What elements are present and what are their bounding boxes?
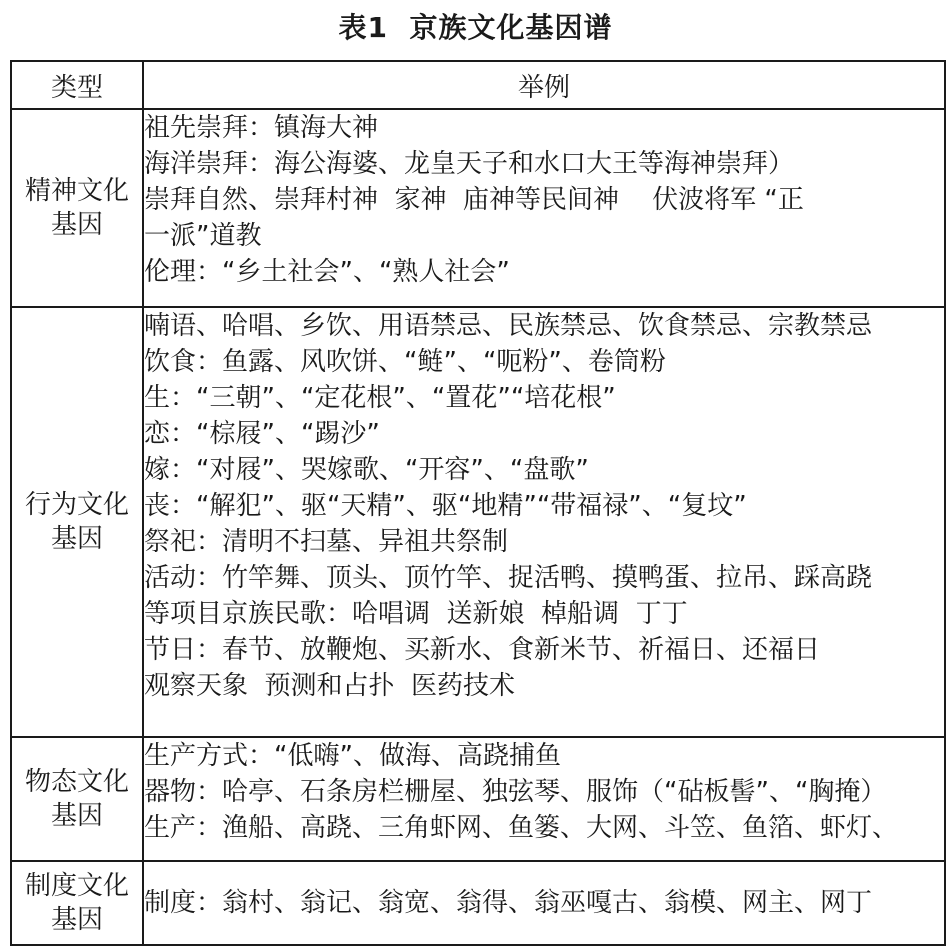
header-examples: 举例 bbox=[143, 61, 945, 109]
type-label-line: 基因 bbox=[50, 801, 103, 831]
type-label-line: 精神文化 bbox=[24, 176, 129, 206]
example-line: 生产：渔船、高跷、三角虾网、鱼篓、大网、斗笠、鱼箔、虾灯、 bbox=[144, 813, 899, 843]
type-cell-behavioral bbox=[11, 307, 143, 737]
example-line: 海洋崇拜：海公海婆、龙皇天子和水口大王等海神崇拜） bbox=[144, 149, 795, 179]
example-line: 丧：“解犯”、驱“天精”、驱“地精”“带福禄”、“复坟” bbox=[144, 491, 747, 521]
example-line: 等项目京族民歌：哈唱调 送新娘 棹船调 丁丁 bbox=[144, 599, 688, 629]
table-row-material bbox=[11, 737, 945, 861]
table-row-behavioral bbox=[11, 307, 945, 737]
example-line: 观察天象 预测和占扑 医药技术 bbox=[144, 671, 516, 701]
type-cell-material bbox=[11, 737, 143, 861]
example-line: 生：“三朝”、“定花根”、“置花”“培花根” bbox=[144, 383, 616, 413]
example-line: 制度：翁村、翁记、翁宽、翁得、翁巫嘎古、翁模、网主、网丁 bbox=[144, 888, 873, 918]
example-line: 生产方式：“低嗨”、做海、高跷捕鱼 bbox=[144, 741, 561, 771]
example-line: 器物：哈亭、石条房栏栅屋、独弦琴、服饰（“砧板髻”、“胸掩） bbox=[144, 777, 887, 807]
example-line: 伦理：“乡土社会”、“熟人社会” bbox=[144, 257, 510, 287]
example-line: 嫁：“对屐”、哭嫁歌、“开容”、“盘歌” bbox=[144, 455, 589, 485]
type-label-line: 行为文化 bbox=[24, 490, 129, 520]
example-line: 饮食：鱼露、风吹饼、“鲢”、“呃粉”、卷筒粉 bbox=[144, 347, 666, 377]
example-line: 崇拜自然、崇拜村神 家神 庙神等民间神 伏波将军 “正 bbox=[144, 185, 804, 215]
examples-cell-material bbox=[143, 737, 945, 861]
example-line: 节日：春节、放鞭炮、买新水、食新米节、祈福日、还福日 bbox=[144, 635, 821, 665]
table-header-row bbox=[11, 61, 945, 109]
type-label-line: 基因 bbox=[50, 210, 103, 240]
example-line: 祖先崇拜：镇海大神 bbox=[144, 113, 379, 143]
examples-cell-spiritual bbox=[143, 109, 945, 307]
table-row-institutional bbox=[11, 861, 945, 945]
type-cell-institutional bbox=[11, 861, 143, 945]
type-cell-spiritual bbox=[11, 109, 143, 307]
type-label-line: 制度文化 bbox=[24, 871, 129, 901]
type-label-line: 基因 bbox=[50, 524, 103, 554]
type-label-line: 物态文化 bbox=[24, 767, 129, 797]
example-line: 祭祀：清明不扫墓、异祖共祭制 bbox=[144, 527, 509, 557]
table-caption: 表1 京族文化基因谱 bbox=[338, 11, 613, 44]
header-type: 类型 bbox=[11, 61, 143, 109]
examples-cell-institutional bbox=[143, 861, 945, 945]
example-line: 喃语、哈唱、乡饮、用语禁忌、民族禁忌、饮食禁忌、宗教禁忌 bbox=[144, 311, 873, 341]
examples-cell-behavioral bbox=[143, 307, 945, 737]
type-label-line: 基因 bbox=[50, 905, 103, 935]
example-line: 恋：“棕屐”、“踢沙” bbox=[144, 419, 380, 449]
example-line: 一派”道教 bbox=[144, 221, 262, 251]
example-line: 活动：竹竿舞、顶头、顶竹竿、捉活鸭、摸鸭蛋、拉吊、踩高跷 bbox=[144, 563, 873, 593]
culture-gene-table bbox=[10, 60, 946, 946]
table-row-spiritual bbox=[11, 109, 945, 307]
